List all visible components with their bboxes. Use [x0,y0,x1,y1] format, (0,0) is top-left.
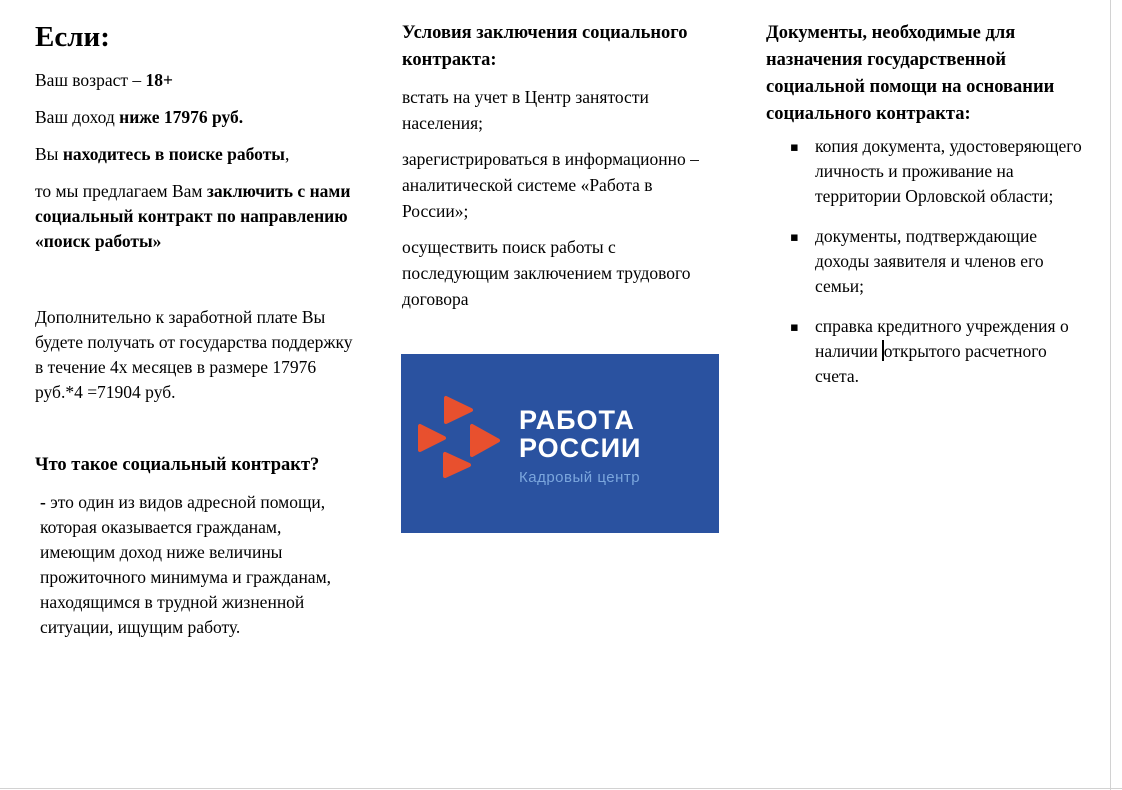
column-documents [766,0,1088,404]
list-item [766,224,1088,299]
text-run-bold: ниже 17976 руб. [119,107,244,127]
text-run-bold: 18+ [145,70,174,90]
paragraph-definition [35,490,357,640]
page-edge-right [1110,0,1111,790]
logo-tagline: Кадровый центр [519,469,641,486]
paragraph-job-search [35,142,357,167]
text-run: то мы предлагаем Вам [35,181,207,201]
text-run-bold: находитесь в поиске работы [62,144,285,164]
text-run: , [284,144,290,164]
paragraph-income [35,105,357,130]
paragraph-condition-3: осуществить поиск работы с последующим заключением трудового договора [402,237,691,309]
square-bullet-icon: ▪ [790,230,799,245]
paragraph-condition-2: зарегистрироваться в информационно – аналитической системе «Работа в России»; [402,149,699,221]
spacer [35,417,357,453]
text-run: Вы [35,144,63,164]
logo-title-line2: РОССИИ [519,433,642,463]
logo-title-line1: РАБОТА [519,405,635,435]
text-run: это один из видов адресной помощи, которая оказывается гражданам, имеющим доход ниже величины прожиточного минимума и гражданам, находящимся в трудной жизненной ситуации, ищущим работу. [40,492,332,637]
column-if [35,0,357,652]
list-item-text: справка кредитного учреждения о наличии [815,316,1069,361]
column-conditions [402,0,718,322]
square-bullet-icon: ▪ [790,140,799,155]
text-run-bold: заключить с нами социальный контракт по направлению «поиск работы» [35,181,351,251]
list-item-text: открытого расчетного счета. [815,341,1047,386]
rabota-rossii-logo [401,354,719,533]
paragraph-age [35,68,357,93]
heading-documents: Документы, необходимые для назначения государственной социальной помощи на основании социального контракта: [766,23,1055,124]
list-item [766,314,1088,389]
documents-list [766,134,1088,389]
heading-what-is-social-contract: Что такое социальный контракт? [35,455,320,475]
text-run: Ваш доход [35,107,120,127]
paragraph-condition-1: встать на учет в Центр занятости населения; [402,87,649,133]
spacer [35,266,357,305]
heading-if: Если: [35,21,110,53]
text-run: Ваш возраст – [35,70,146,90]
square-bullet-icon: ▪ [790,320,799,335]
list-item-text: копия документа, удостоверяющего личность и проживание на территории Орловской области; [815,136,1082,206]
list-item-text: документы, подтверждающие доходы заявителя и членов его семьи; [815,226,1044,296]
paragraph-support: Дополнительно к заработной плате Вы будете получать от государства поддержку в течение 4х месяцев в размере 17976 руб.*4 =71904 руб. [35,307,353,402]
heading-conditions: Условия заключения социального контракта: [402,23,688,70]
page-edge-bottom [0,788,1122,789]
paragraph-offer [35,179,357,254]
text-run-bold: - [40,492,51,512]
list-item [766,134,1088,209]
